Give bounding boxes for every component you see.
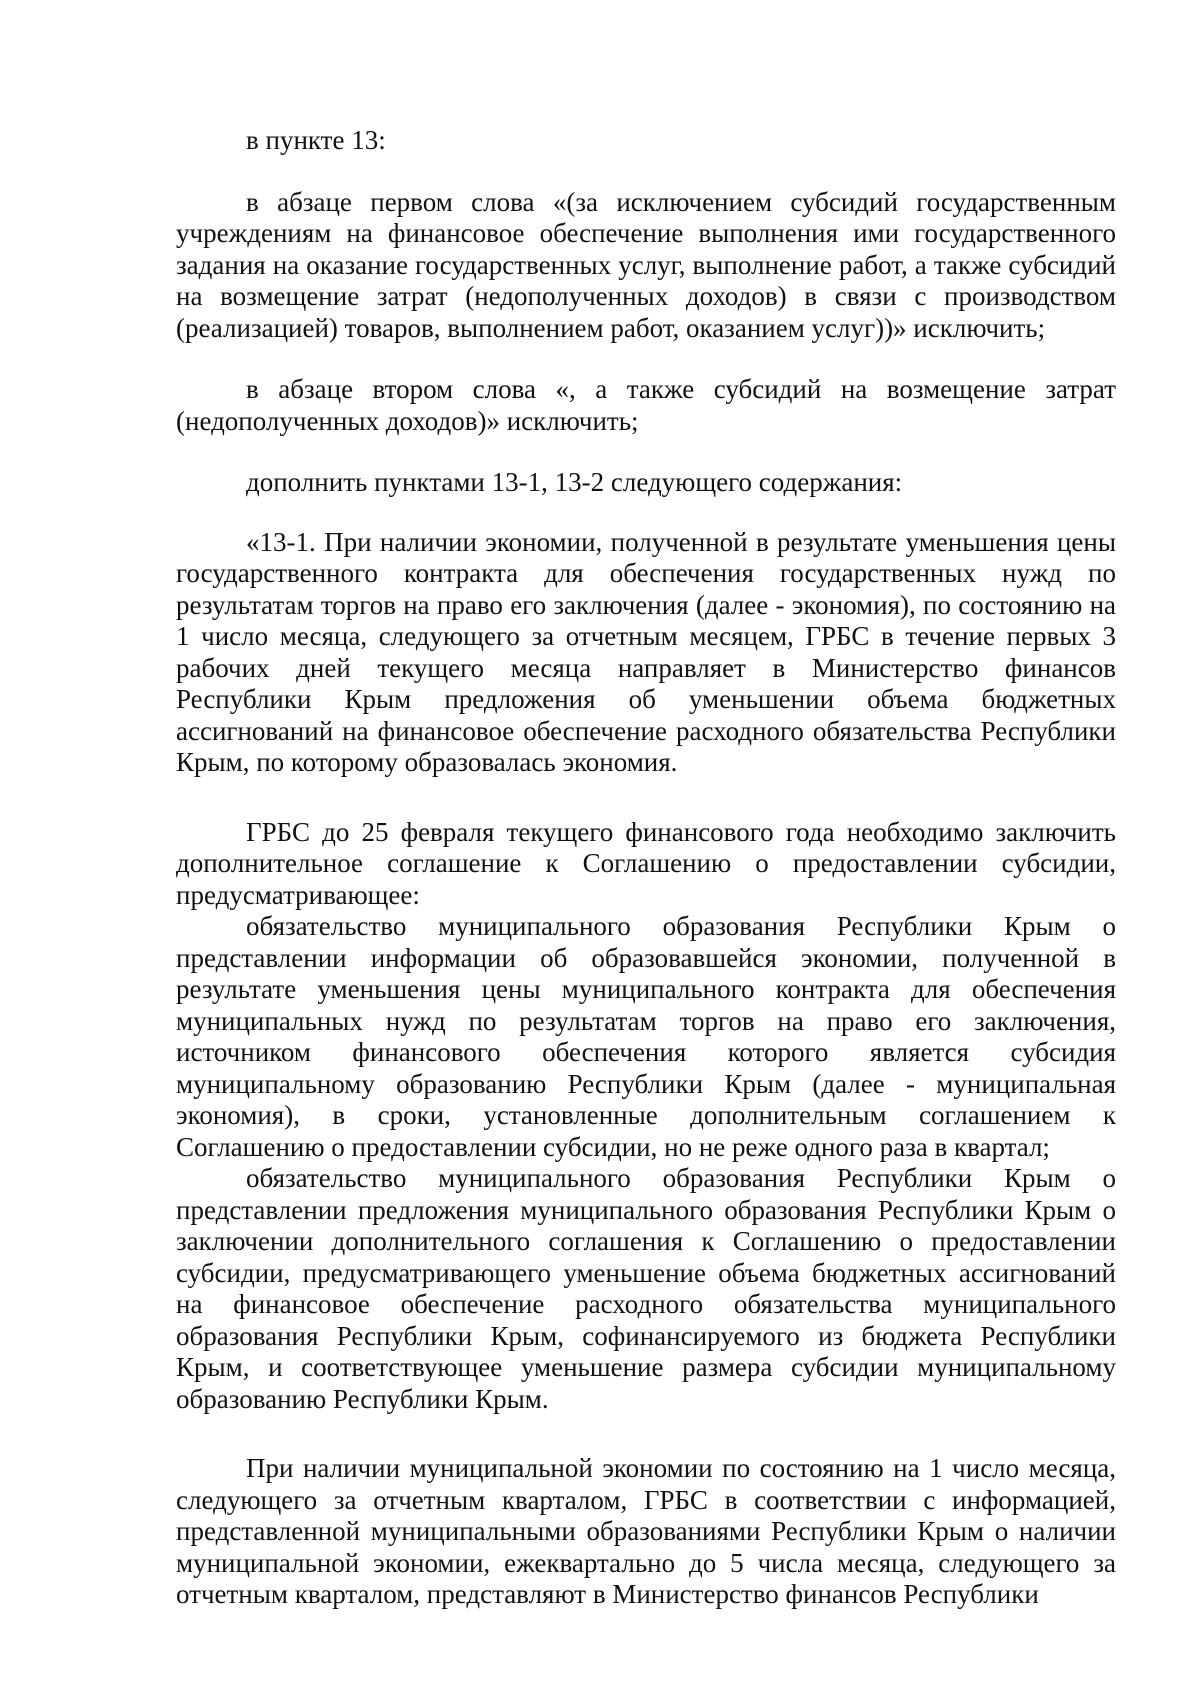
paragraph-grbs-agreement: ГРБС до 25 февраля текущего финансового года необходимо заключить дополнительное соглашение к Соглашению о предоставлении субсидии, предусматривающее: bbox=[176, 816, 1116, 910]
paragraph-obligation-information: обязательство муниципального образования Республики Крым о представлении информации об образовавшейся экономии, полученной в результате уменьшения цены муниципального контракта для обеспечения муниципальных нужд по результатам торгов на право его заключения, источником финансового обеспечения которого является субсидия муниципальному образованию Республики Крым (далее - муниципальная экономия), в сроки, установленные дополнительным соглашением к Соглашению о предоставлении субсидии, но не реже одного раза в квартал; bbox=[176, 911, 1116, 1162]
document-body bbox=[176, 125, 1116, 1611]
paragraph-first-abzac: в абзаце первом слова «(за исключением субсидий государственным учреждениям на финансовое обеспечение выполнения ими государственного задания на оказание государственных услуг, выполнение работ, а также субсидий на возмещение затрат (недополученных доходов) в связи с производством (реализацией) товаров, выполнением работ, оказанием услуг))» исключить; bbox=[176, 186, 1116, 343]
paragraph-clause-13: в пункте 13: bbox=[246, 125, 386, 155]
paragraph-clause-13-1: «13-1. При наличии экономии, полученной в результате уменьшения цены государственного контракта для обеспечения государственных нужд по результатам торгов на право его заключения (далее - экономия), по состоянию на 1 число месяца, следующего за отчетным месяцем, ГРБС в течение первых 3 рабочих дней текущего месяца направляет в Министерство финансов Республики Крым предложения об уменьшении объема бюджетных ассигнований на финансовое обеспечение расходного обязательства Республики Крым, по которому образовалась экономия. bbox=[176, 526, 1116, 777]
paragraph-municipal-economy: При наличии муниципальной экономии по состоянию на 1 число месяца, следующего за отчетным кварталом, ГРБС в соответствии с информацией, представленной муниципальными образованиями Республики Крым о наличии муниципальной экономии, ежеквартально до 5 числа месяца, следующего за отчетным кварталом, представляют в Министерство финансов Республики bbox=[176, 1453, 1116, 1609]
paragraph-obligation-proposal: обязательство муниципального образования Республики Крым о представлении предложения муниципального образования Республики Крым о заключении дополнительного соглашения к Соглашению о предоставлении субсидии, предусматривающего уменьшение объема бюджетных ассигнований на финансовое обеспечение расходного обязательства муниципального образования Республики Крым, софинансируемого из бюджета Республики Крым, и соответствующее уменьшение размера субсидии муниципальному образованию Республики Крым. bbox=[176, 1163, 1116, 1414]
paragraph-add-clauses: дополнить пунктами 13-1, 13-2 следующего содержания: bbox=[246, 467, 903, 497]
paragraph-second-abzac: в абзаце втором слова «, а также субсидий на возмещение затрат (недополученных доходов)» исключить; bbox=[176, 374, 1116, 436]
